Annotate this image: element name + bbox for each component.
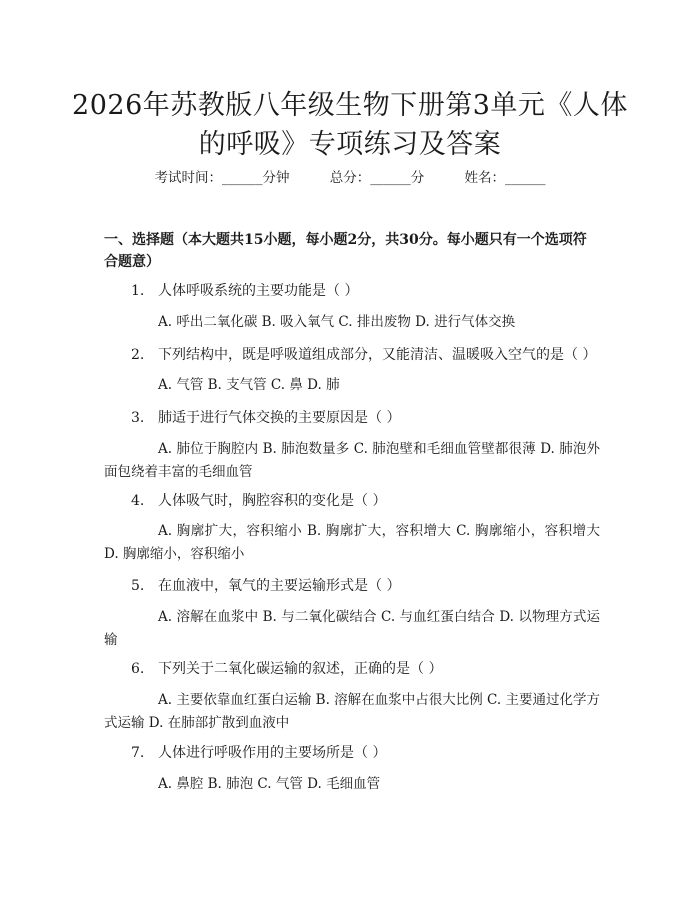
question-number: 7.	[131, 745, 145, 761]
question-number: 6.	[131, 661, 145, 677]
question-stem	[131, 576, 601, 596]
exam-meta	[0, 168, 700, 188]
question-number: 1.	[131, 283, 145, 299]
question-options: A. 主要依靠血红蛋白运输 B. 溶解在血浆中占很大比例 C. 主要通过化学方式运输 D. 在肺部扩散到血液中	[104, 692, 600, 731]
question-number: 2.	[131, 347, 145, 363]
question-stem	[131, 743, 601, 763]
question-text: 在血液中，氧气的主要运输形式是（ ）	[158, 578, 401, 594]
question-text: 人体呼吸系统的主要功能是（ ）	[158, 283, 359, 299]
question-stem	[131, 491, 601, 511]
document-title: 2026年苏教版八年级生物下册第3单元《人体的呼吸》专项练习及答案	[72, 90, 628, 160]
question-stem	[131, 345, 601, 365]
question-options: A. 鼻腔 B. 肺泡 C. 气管 D. 毛细血管	[158, 776, 381, 792]
section-heading: 一、选择题（本大题共15小题，每小题2分，共30分。每小题只有一个选项符合题意）	[104, 232, 587, 270]
question-text: 肺适于进行气体交换的主要原因是（ ）	[158, 410, 401, 426]
question-options: A. 肺位于胸腔内 B. 肺泡数量多 C. 肺泡壁和毛细血管壁都很薄 D. 肺泡外面包绕着丰富的毛细血管	[104, 441, 600, 480]
question-options: A. 胸廓扩大，容积缩小 B. 胸廓扩大，容积增大 C. 胸廓缩小，容积增大 D. 胸廓缩小，容积缩小	[104, 523, 600, 562]
total-score: 总分：______分	[329, 170, 425, 186]
question-text: 人体进行呼吸作用的主要场所是（ ）	[158, 745, 387, 761]
question-text: 下列结构中，既是呼吸道组成部分，又能清洁、温暖吸入空气的是（ ）	[158, 347, 597, 363]
question-options: A. 呼出二氧化碳 B. 吸入氧气 C. 排出废物 D. 进行气体交换	[158, 314, 516, 330]
question-options: A. 气管 B. 支气管 C. 鼻 D. 肺	[158, 377, 340, 393]
question-number: 5.	[131, 578, 145, 594]
question-text: 下列关于二氧化碳运输的叙述，正确的是（ ）	[158, 661, 443, 677]
question-stem	[131, 281, 601, 301]
exam-time: 考试时间：______分钟	[154, 170, 290, 186]
question-text: 人体吸气时，胸腔容积的变化是（ ）	[158, 493, 387, 509]
question-stem	[131, 659, 601, 679]
question-options: A. 溶解在血浆中 B. 与二氧化碳结合 C. 与血红蛋白结合 D. 以物理方式运输	[104, 609, 600, 648]
question-number: 3.	[131, 410, 145, 426]
student-name: 姓名：______	[464, 170, 546, 186]
question-number: 4.	[131, 493, 145, 509]
question-stem	[131, 408, 601, 428]
